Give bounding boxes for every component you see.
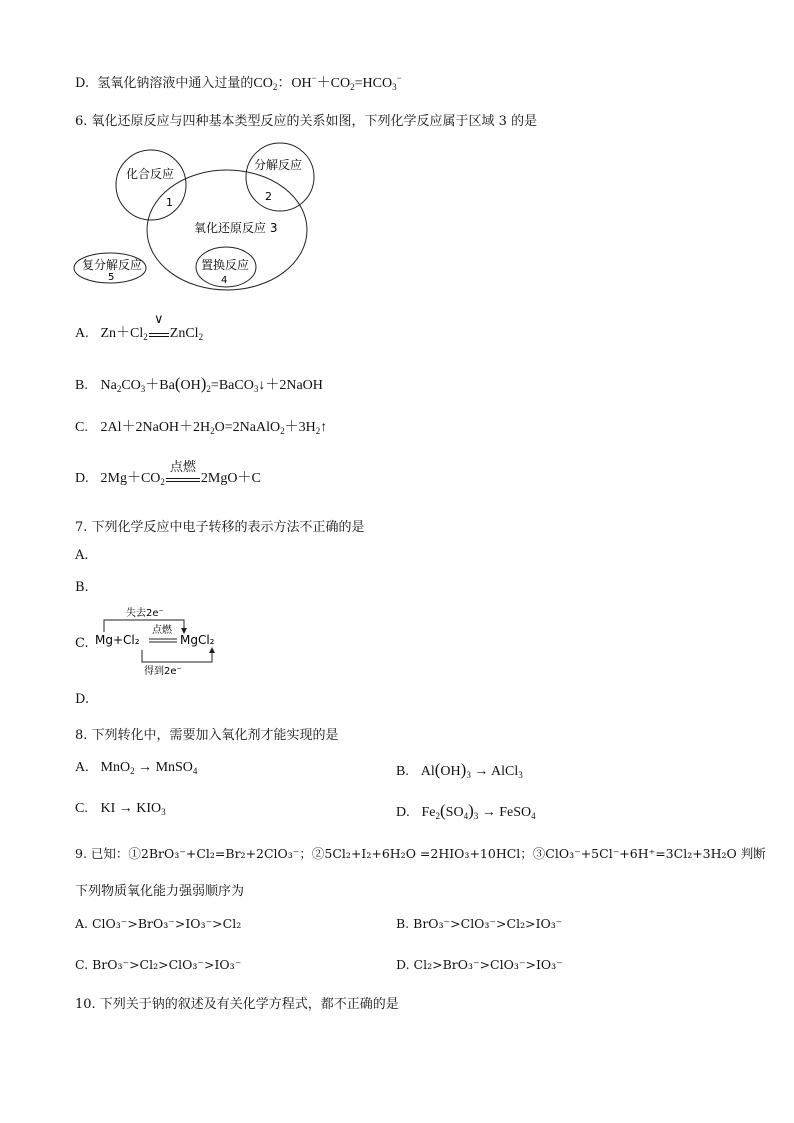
q9-stem: 9. 已知：①2BrO₃⁻+Cl₂=Br₂+2ClO₃⁻；②5Cl₂+I₂+6H₂O =2HIO₃+10HCl；③ClO₃⁻+5Cl⁻+6H⁺=3Cl₂+3H₂O 判断 bbox=[75, 846, 766, 861]
q8-option-d bbox=[396, 801, 536, 821]
q6-stem: 6. 氧化还原反应与四种基本类型反应的关系如图，下列化学反应属于区域 3 的是 bbox=[75, 114, 538, 129]
q7-gain-arrowhead bbox=[209, 647, 215, 653]
q6-c-eq: $2Al+2NaOH+2H_2O=2NaAlO_2+3H_2↑$ bbox=[100, 420, 328, 436]
q6-d-cond: 点燃 bbox=[169, 459, 196, 474]
label-redox: 氧化还原反应 3 bbox=[194, 221, 278, 235]
q8-stem: 8. 下列转化中，需要加入氧化剂才能实现的是 bbox=[75, 728, 339, 743]
q6-d-label: D. bbox=[75, 471, 89, 486]
q6-a-eq: $Zn+Cl_2$ ∨ ZnCl$_2$ bbox=[100, 311, 204, 342]
q8-c-eq: KI → $KIO_3$ bbox=[100, 801, 166, 817]
q7-option-a: A. bbox=[75, 548, 89, 563]
q5-d-label: D. bbox=[75, 76, 90, 91]
combination-circle bbox=[116, 150, 186, 220]
q8-d-label: D. bbox=[396, 805, 410, 820]
q7-option-b: B. bbox=[75, 580, 89, 595]
q7-gain-bracket bbox=[142, 650, 212, 662]
q9-option-d: D. Cl₂>BrO₃⁻>ClO₃⁻>IO₃⁻ bbox=[396, 957, 563, 972]
q8-option-c bbox=[75, 801, 166, 817]
q7-option-c-label: C. bbox=[75, 636, 89, 651]
label-combination: 化合反应 bbox=[126, 167, 175, 181]
q7-right-formula: MgCl₂ bbox=[180, 633, 215, 647]
q8-option-b bbox=[396, 760, 523, 780]
label-n2: 2 bbox=[265, 190, 272, 203]
q8-b-label: B. bbox=[396, 764, 409, 779]
label-n5: 5 bbox=[108, 272, 115, 283]
q7-gain-label: 得到2e⁻ bbox=[144, 666, 182, 676]
q8-d-eq: $Fe_2(SO_4)_3$ → FeSO$_4$ bbox=[421, 801, 536, 821]
q8-c-label: C. bbox=[75, 801, 88, 816]
q8-option-a bbox=[75, 760, 197, 776]
q6-option-a bbox=[75, 311, 204, 342]
q6-option-b bbox=[75, 374, 323, 394]
q10-stem: 10. 下列关于钠的叙述及有关化学方程式，都不正确的是 bbox=[75, 997, 399, 1012]
q6-option-d bbox=[75, 459, 261, 487]
label-n1: 1 bbox=[166, 196, 173, 209]
q9-option-c: C. BrO₃⁻>Cl₂>ClO₃⁻>IO₃⁻ bbox=[75, 957, 242, 972]
q5-option-d bbox=[75, 72, 402, 92]
q6-a-mark: ∨ bbox=[154, 311, 164, 326]
q7-cond: 点燃 bbox=[152, 625, 172, 636]
q5-d-prefix: 氢氧化钠溶液中通入过量的 bbox=[93, 76, 254, 91]
q6-c-label: C. bbox=[75, 420, 88, 435]
decomposition-circle bbox=[246, 143, 314, 211]
q9-option-b: B. BrO₃⁻>ClO₃⁻>Cl₂>IO₃⁻ bbox=[396, 916, 563, 931]
q8-a-label: A. bbox=[75, 760, 89, 775]
label-n4: 4 bbox=[221, 275, 228, 286]
q8-a-eq: MnO$_2$ → MnSO$_4$ bbox=[100, 760, 198, 776]
q8-b-eq: $Al(OH)_3$ → AlCl$_3$ bbox=[420, 760, 523, 780]
q7-option-d: D. bbox=[75, 692, 90, 707]
q6-a-label: A. bbox=[75, 326, 89, 341]
q5-d-eq: $CO_2$：$OH^-+CO_2=HCO_3^-$ bbox=[253, 73, 402, 92]
q6-d-eq: $2Mg+CO_2$ 点燃 2MgO＋C bbox=[101, 471, 261, 486]
q6-b-label: B. bbox=[75, 378, 88, 393]
label-decomposition: 分解反应 bbox=[254, 158, 303, 172]
q7-left-formula: Mg+Cl₂ bbox=[95, 633, 140, 647]
label-displacement: 置换反应 bbox=[201, 258, 250, 272]
q6-option-c bbox=[75, 416, 327, 436]
q6-b-eq: $Na_2CO_3+Ba(OH)_2=BaCO_3↓+2NaOH$ bbox=[100, 374, 323, 394]
q7-stem: 7. 下列化学反应中电子转移的表示方法不正确的是 bbox=[75, 520, 365, 535]
redox-venn-diagram bbox=[70, 142, 330, 292]
q9-option-a: A. ClO₃⁻>BrO₃⁻>IO₃⁻>Cl₂ bbox=[75, 916, 242, 931]
label-double-displacement: 复分解反应 bbox=[82, 258, 143, 272]
q7-lost-bracket bbox=[104, 620, 184, 632]
q9-stem-2: 下列物质氧化能力强弱顺序为 bbox=[75, 884, 245, 899]
q7-electron-transfer-diagram bbox=[92, 606, 242, 676]
q7-lost-label: 失去2e⁻ bbox=[126, 608, 164, 619]
